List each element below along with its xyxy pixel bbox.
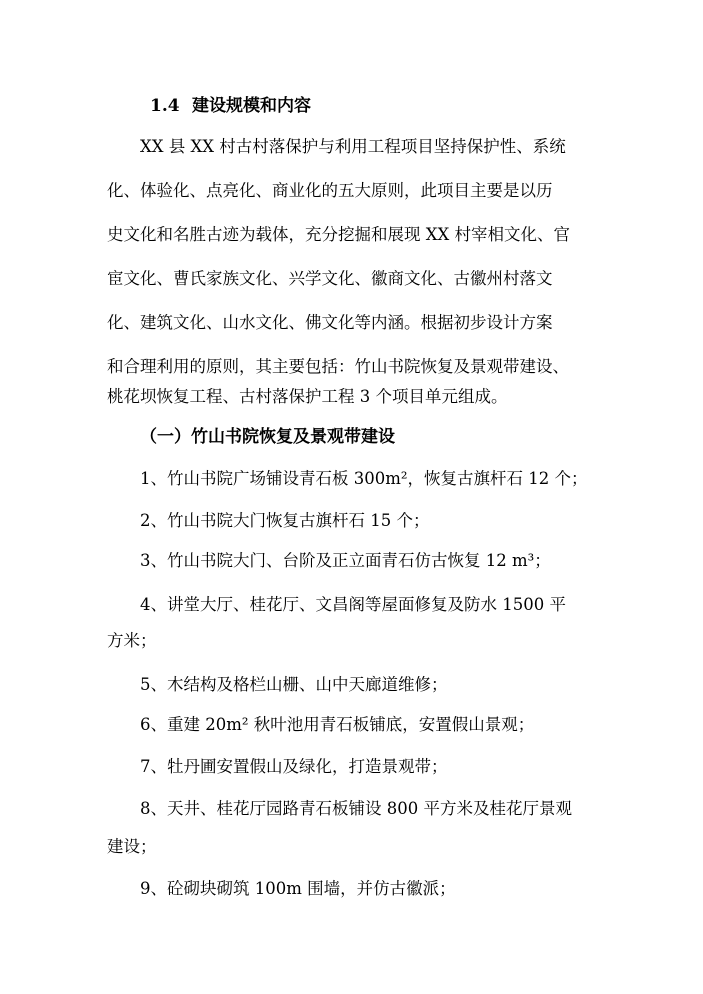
paragraph-line: 化、体验化、点亮化、商业化的五大原则，此项目主要是以历 [107, 181, 553, 200]
paragraph-line: 史文化和名胜古迹为载体，充分挖掘和展现 XX 村宰相文化、官 [107, 225, 570, 244]
list-item-continuation: 方米； [107, 631, 157, 650]
list-item: 1、竹山书院广场铺设青石板 300m²，恢复古旗杆石 12 个； [140, 469, 588, 488]
section-heading [150, 95, 311, 117]
list-item: 7、牡丹圃安置假山及绿化，打造景观带； [140, 757, 448, 776]
section-title: 建设规模和内容 [192, 96, 311, 116]
list-item: 5、木结构及格栏山栅、山中天廊道维修； [140, 675, 448, 694]
list-item: 6、重建 20m² 秋叶池用青石板铺底，安置假山景观； [140, 715, 535, 734]
paragraph-line: 化、建筑文化、山水文化、佛文化等内涵。根据初步设计方案 [107, 313, 553, 332]
list-item: 9、砼砌块砌筑 100m 围墙，并仿古徽派； [140, 879, 456, 898]
list-item: 4、讲堂大厅、桂花厅、文昌阁等屋面修复及防水 1500 平 [140, 595, 566, 614]
list-item: 2、竹山书院大门恢复古旗杆石 15 个； [140, 511, 430, 530]
paragraph-line: 宦文化、曹氏家族文化、兴学文化、徽商文化、古徽州村落文 [107, 269, 553, 288]
section-number: 1.4 [150, 96, 180, 116]
paragraph-line: 和合理利用的原则，其主要包括：竹山书院恢复及景观带建设、 [107, 357, 569, 376]
paragraph-line: 桃花坝恢复工程、古村落保护工程 3 个项目单元组成。 [107, 387, 508, 406]
list-item-continuation: 建设； [107, 837, 157, 856]
list-item: 3、竹山书院大门、台阶及正立面青石仿古恢复 12 m³； [140, 551, 551, 570]
paragraph-line: XX 县 XX 村古村落保护与利用工程项目坚持保护性、系统 [140, 137, 566, 156]
subsection-heading: （一）竹山书院恢复及景观带建设 [140, 427, 395, 447]
list-item: 8、天井、桂花厅园路青石板铺设 800 平方米及桂花厅景观 [140, 799, 572, 818]
